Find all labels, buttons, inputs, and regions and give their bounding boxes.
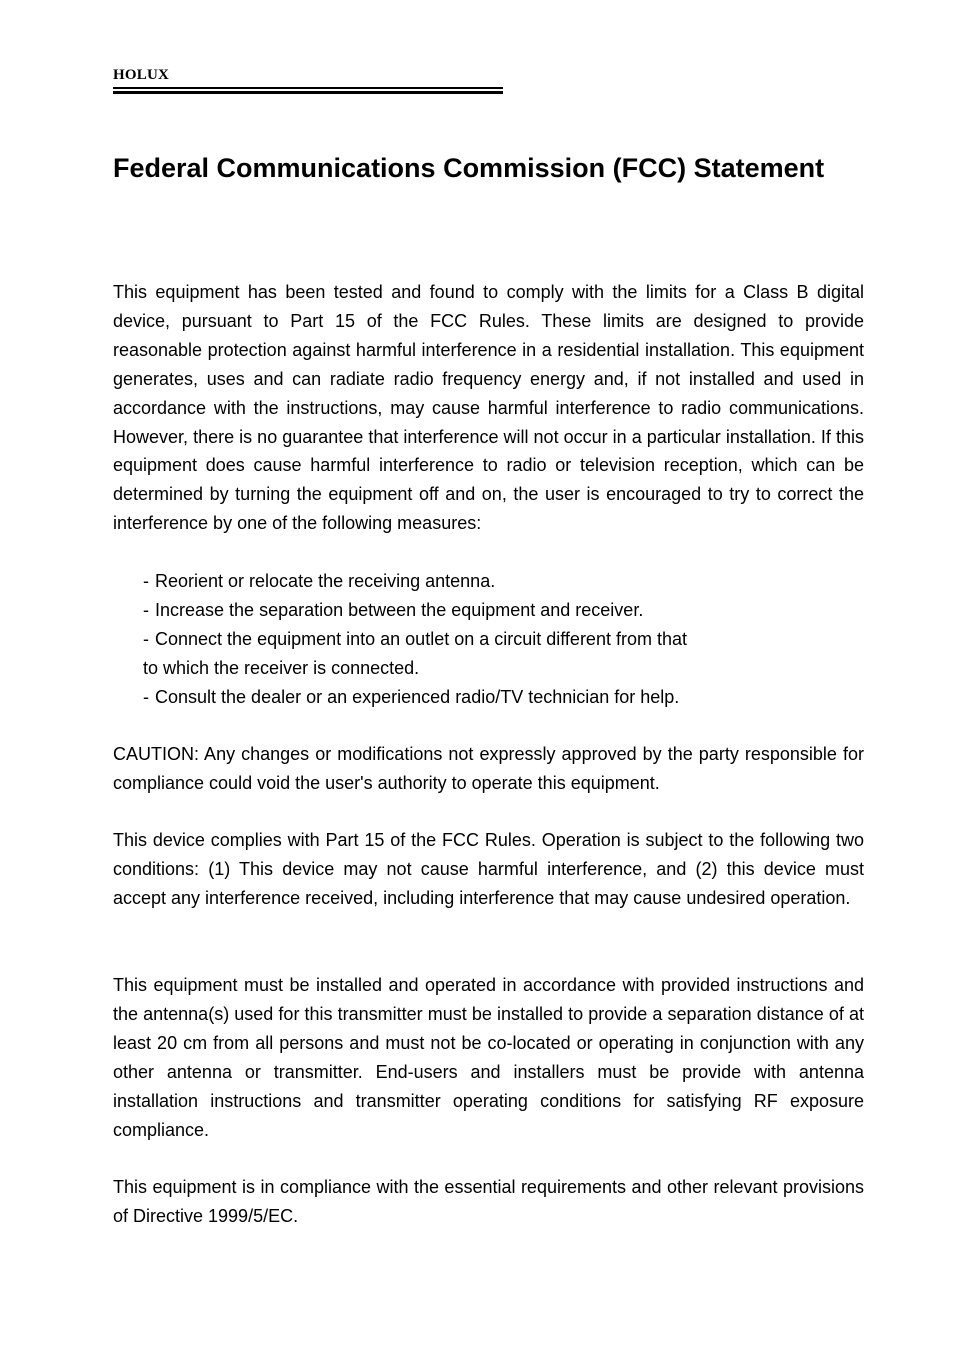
- list-item-continuation: to which the receiver is connected.: [143, 657, 420, 678]
- list-item: [143, 625, 864, 654]
- directive-paragraph: This equipment is in compliance with the essential requirements and other relevant provisions of Directive 1999/5/EC.: [113, 1177, 864, 1226]
- list-item: [143, 567, 864, 596]
- measures-list: [143, 567, 864, 712]
- header-rule: [113, 87, 503, 94]
- list-item-text: Connect the equipment into an outlet on a circuit different from that: [155, 628, 687, 649]
- list-item: [143, 596, 864, 625]
- intro-paragraph: This equipment has been tested and found to comply with the limits for a Class B digital device, pursuant to Part 15 of the FCC Rules. These limits are designed to provide reasonable protection against harmful interference in a residential installation. This equipment generates, uses and can radiate radio frequency energy and, if not installed and used in accordance with the instructions, may cause harmful interference to radio communications. However, there is no guarantee that interference will not occur in a particular installation. If this equipment does cause harmful interference to radio or television reception, which can be determined by turning the equipment off and on, the user is encouraged to try to correct the interference by one of the following measures:: [113, 282, 864, 534]
- header-rule-thin: [113, 87, 503, 89]
- list-item-text: Increase the separation between the equipment and receiver.: [155, 599, 644, 620]
- list-item-text: Reorient or relocate the receiving antenna.: [155, 571, 496, 591]
- list-item: [143, 683, 864, 712]
- list-dash: -: [143, 571, 149, 591]
- list-dash: -: [143, 628, 149, 649]
- header-brand: HOLUX: [113, 67, 170, 83]
- list-dash: -: [143, 686, 149, 707]
- page-title: Federal Communications Commission (FCC) Statement: [113, 153, 825, 183]
- caution-paragraph: CAUTION: Any changes or modifications not expressly approved by the party responsible for compliance could void the user's authority to operate this equipment.: [113, 744, 864, 793]
- header-rule-thick: [113, 91, 503, 94]
- rf-exposure-paragraph: This equipment must be installed and operated in accordance with provided instructions and the antenna(s) used for this transmitter must be installed to provide a separation distance of at least 20 cm from all persons and must not be co-located or operating in conjunction with any other antenna or transmitter. End-users and installers must be provide with antenna installation instructions and transmitter operating conditions for satisfying RF exposure compliance.: [113, 975, 864, 1140]
- list-dash: -: [143, 599, 149, 620]
- list-item-text: Consult the dealer or an experienced radio/TV technician for help.: [155, 686, 680, 707]
- part15-paragraph: This device complies with Part 15 of the FCC Rules. Operation is subject to the following two conditions: (1) This device may not cause harmful interference, and (2) this device must accept any interference received, including interference that may cause undesired operation.: [113, 830, 864, 908]
